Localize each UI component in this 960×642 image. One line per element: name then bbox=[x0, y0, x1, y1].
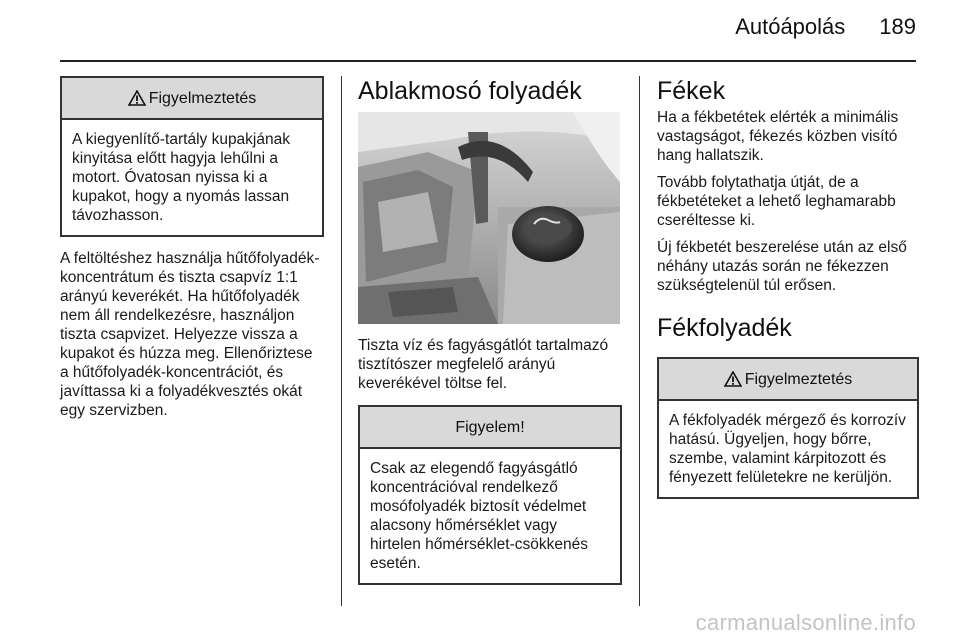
warning-icon bbox=[128, 90, 146, 106]
notice-title: Figyelem! bbox=[455, 418, 525, 436]
coolant-fill-paragraph: A feltöltéshez használja hűtőfolyadék-koncentrátum és tiszta csapvíz 1:1 arányú keverékét. Ha hűtőfolyadék nem áll rendelkezésre, használjon tiszta csapvizet. Helyezze vissza a kupakot és húzza meg. Ellenőriztese a hűtőfolyadék-koncentrációt, és javíttassa ki a folyadékvesztés okát egy szervizben. bbox=[60, 250, 320, 419]
washer-reservoir-image bbox=[358, 112, 620, 324]
column-2 bbox=[358, 76, 622, 585]
watermark: carmanualsonline.info bbox=[695, 610, 916, 635]
warning-icon bbox=[724, 371, 742, 387]
warning-box-header bbox=[659, 359, 917, 401]
notice-box-header bbox=[360, 407, 620, 449]
engine-bay-photo bbox=[358, 112, 622, 324]
washer-notice-box bbox=[358, 405, 622, 585]
washer-fluid-heading: Ablakmosó folyadék bbox=[358, 77, 582, 105]
header-title: Autóápolás bbox=[735, 14, 846, 39]
column-divider-2 bbox=[639, 76, 640, 606]
page-number: 189 bbox=[879, 14, 916, 39]
brakes-paragraph-2: Tovább folytathatja útját, de a fékbetéteket a lehető leghamarabb cseréltesse ki. bbox=[657, 174, 896, 229]
coolant-warning-box bbox=[60, 76, 324, 237]
brakes-paragraph-3: Új fékbetét beszerelése után az első néhány utazás során ne fékezzen szükségtelenül túl erősen. bbox=[657, 239, 907, 294]
column-3 bbox=[657, 76, 919, 499]
notice-text: Csak az elegendő fagyásgátló koncentrációval rendelkező mosófolyadék biztosít védelmet alacsony hőmérséklet vagy hirtelen hőmérséklet-csökkenés esetén. bbox=[370, 460, 588, 572]
warning-box-header bbox=[62, 78, 322, 120]
warning-text: A fékfolyadék mérgező és korrozív hatású. Ügyeljen, hogy bőrre, szembe, valamint kárpitozott és fényezett felületekre ne kerüljön. bbox=[669, 412, 906, 486]
column-1 bbox=[60, 76, 324, 428]
page-header bbox=[735, 14, 916, 40]
brakes-paragraph-1: Ha a fékbetétek elérték a minimális vastagságot, fékezés közben visító hang hallatszik. bbox=[657, 109, 899, 164]
warning-text: A kiegyenlítő-tartály kupakjának kinyitása előtt hagyja lehűlni a motort. Óvatosan nyissa ki a kupakot, hogy a nyomás lassan távozhasson. bbox=[72, 131, 290, 224]
brake-fluid-warning-box bbox=[657, 357, 919, 499]
header-rule bbox=[60, 60, 916, 62]
brakes-heading: Fékek bbox=[657, 77, 726, 105]
brake-fluid-heading: Fékfolyadék bbox=[657, 314, 792, 342]
warning-title: Figyelmeztetés bbox=[148, 89, 257, 107]
washer-fluid-paragraph: Tiszta víz és fagyásgátlót tartalmazó tisztítószer megfelelő arányú keverékével töltse fel. bbox=[358, 337, 609, 392]
column-divider-1 bbox=[341, 76, 342, 606]
warning-title: Figyelmeztetés bbox=[744, 370, 853, 388]
